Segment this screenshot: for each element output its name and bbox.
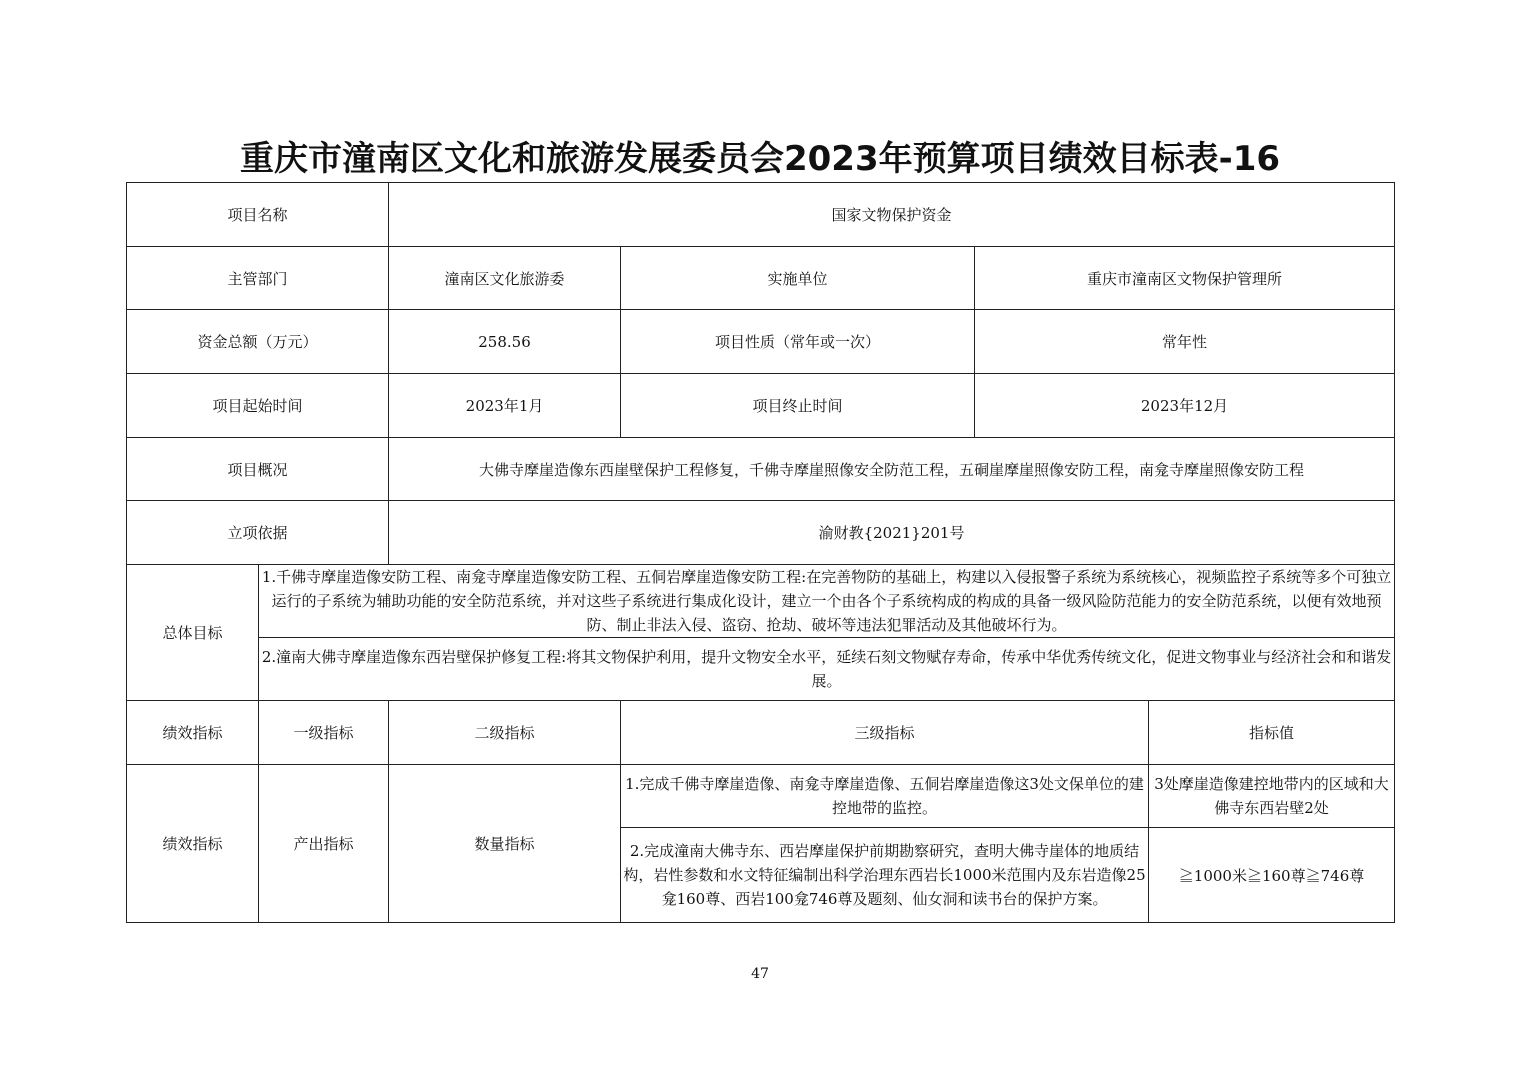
funds-value: 258.56: [389, 310, 621, 374]
table-row: [127, 765, 1395, 828]
dept-label: 主管部门: [127, 247, 389, 310]
table-row: [127, 438, 1395, 501]
table-row: [127, 638, 1395, 701]
header-level1: 一级指标: [259, 701, 389, 765]
nature-label: 项目性质（常年或一次）: [621, 310, 975, 374]
table-row: [127, 565, 1395, 638]
indicator-row-label: 绩效指标: [127, 765, 259, 923]
header-level3: 三级指标: [621, 701, 1149, 765]
funds-label: 资金总额（万元）: [127, 310, 389, 374]
table-header-row: [127, 701, 1395, 765]
overview-label: 项目概况: [127, 438, 389, 501]
table-row: [127, 501, 1395, 565]
basis-value: 渝财教{2021}201号: [389, 501, 1395, 565]
overview-value: 大佛寺摩崖造像东西崖壁保护工程修复，千佛寺摩崖照像安全防范工程，五硐崖摩崖照像安防工程，南龛寺摩崖照像安防工程: [389, 438, 1395, 501]
indicator-desc-1: 1.完成千佛寺摩崖造像、南龛寺摩崖造像、五侗岩摩崖造像这3处文保单位的建控地带的监控。: [621, 765, 1149, 828]
indicator-level1: 产出指标: [259, 765, 389, 923]
header-level2: 二级指标: [389, 701, 621, 765]
impl-value: 重庆市潼南区文物保护管理所: [975, 247, 1395, 310]
table-row: [127, 310, 1395, 374]
end-label: 项目终止时间: [621, 374, 975, 438]
goal-item-2: 2.潼南大佛寺摩崖造像东西岩壁保护修复工程:将其文物保护利用，提升文物安全水平，延续石刻文物赋存寿命，传承中华优秀传统文化，促进文物事业与经济社会和和谐发展。: [259, 638, 1395, 701]
table-row: [127, 183, 1395, 247]
end-value: 2023年12月: [975, 374, 1395, 438]
header-value: 指标值: [1149, 701, 1395, 765]
indicator-value-1: 3处摩崖造像建控地带内的区域和大佛寺东西岩壁2处: [1149, 765, 1395, 828]
dept-value: 潼南区文化旅游委: [389, 247, 621, 310]
project-name-label: 项目名称: [127, 183, 389, 247]
impl-label: 实施单位: [621, 247, 975, 310]
goal-item-1: 1.千佛寺摩崖造像安防工程、南龛寺摩崖造像安防工程、五侗岩摩崖造像安防工程:在完善物防的基础上，构建以入侵报警子系统为系统核心，视频监控子系统等多个可独立运行的子系统为辅助功能的安全防范系统，并对这些子系统进行集成化设计，建立一个由各个子系统构成的构成的具备一级风险防范能力的安全防范系统，以便有效地预防、制止非法入侵、盗窃、抢劫、破坏等违法犯罪活动及其他破坏行为。: [259, 565, 1395, 638]
performance-table: [126, 182, 1395, 923]
indicator-desc-2: 2.完成潼南大佛寺东、西岩摩崖保护前期勘察研究，查明大佛寺崖体的地质结构，岩性参数和水文特征编制出科学治理东西岩长1000米范围内及东岩造像25龛160尊、西岩100龛746尊及题刻、仙女洞和读书台的保护方案。: [621, 828, 1149, 923]
basis-label: 立项依据: [127, 501, 389, 565]
nature-value: 常年性: [975, 310, 1395, 374]
table-row: [127, 374, 1395, 438]
header-performance: 绩效指标: [127, 701, 259, 765]
start-label: 项目起始时间: [127, 374, 389, 438]
start-value: 2023年1月: [389, 374, 621, 438]
page-title: 重庆市潼南区文化和旅游发展委员会2023年预算项目绩效目标表-16: [239, 139, 1281, 179]
project-name-value: 国家文物保护资金: [389, 183, 1395, 247]
table-row: [127, 247, 1395, 310]
page-number: 47: [751, 966, 769, 982]
indicator-value-2: ≧1000米≧160尊≧746尊: [1149, 828, 1395, 923]
indicator-level2: 数量指标: [389, 765, 621, 923]
goals-label: 总体目标: [127, 565, 259, 701]
